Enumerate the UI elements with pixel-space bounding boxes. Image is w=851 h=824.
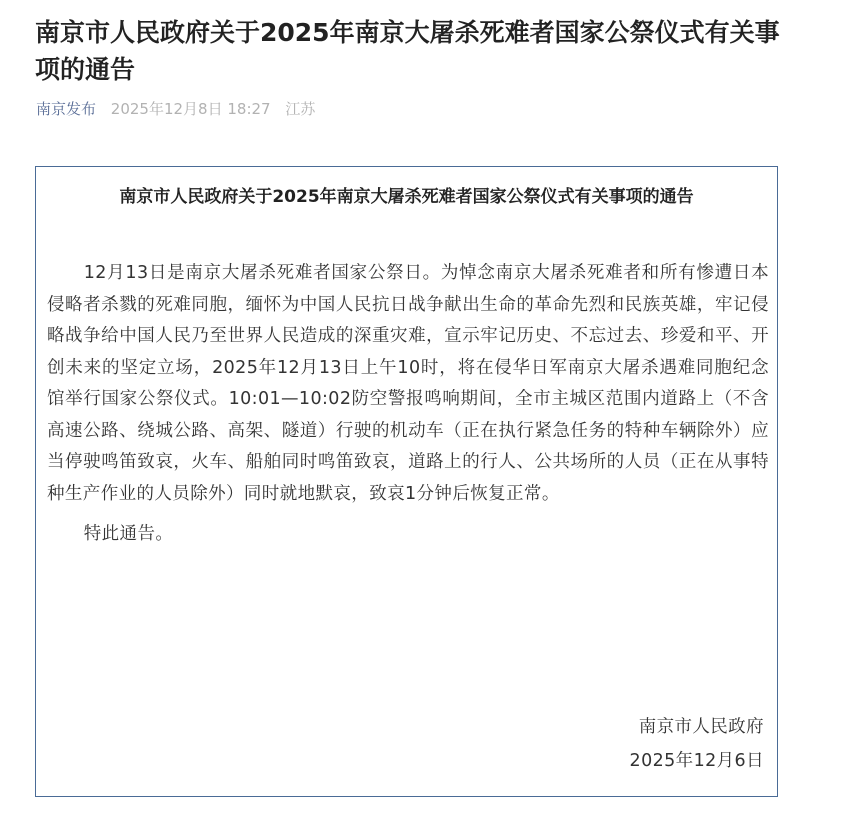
notice-signature — [630, 712, 764, 777]
signature-date: 2025年12月6日 — [629, 751, 764, 771]
signature-org: 南京市人民政府 — [638, 717, 764, 737]
source-link[interactable]: 南京发布 — [36, 100, 97, 118]
notice-box — [35, 166, 778, 797]
publish-location: 江苏 — [285, 100, 316, 118]
notice-title: 南京市人民政府关于2025年南京大屠杀死难者国家公祭仪式有关事项的通告 — [119, 187, 694, 207]
publish-time: 2025年12月8日 18:27 — [110, 100, 271, 118]
notice-closing: 特此通告。 — [83, 524, 174, 544]
article-meta — [36, 98, 315, 120]
notice-body — [47, 258, 769, 551]
notice-paragraph: 12月13日是南京大屠杀死难者国家公祭日。为悼念南京大屠杀死难者和所有惨遭日本侵略者杀戮的死难同胞，缅怀为中国人民抗日战争献出生命的革命先烈和民族英雄，牢记侵略战争给中国人民乃至世界人民造成的深重灾难，宣示牢记历史、不忘过去、珍爱和平、开创未来的坚定立场，2025年12月13日上午10时，将在侵华日军南京大屠杀遇难同胞纪念馆举行国家公祭仪式。10:01—10:02防空警报鸣响期间，全市主城区范围内道路上（不含高速公路、绕城公路、高架、隧道）行驶的机动车（正在执行紧急任务的特种车辆除外）应当停驶鸣笛致哀，火车、船舶同时鸣笛致哀，道路上的行人、公共场所的人员（正在从事特种生产作业的人员除外）同时就地默哀，致哀1分钟后恢复正常。 — [47, 263, 769, 504]
article-title: 南京市人民政府关于2025年南京大屠杀死难者国家公祭仪式有关事项的通告 — [35, 18, 780, 84]
